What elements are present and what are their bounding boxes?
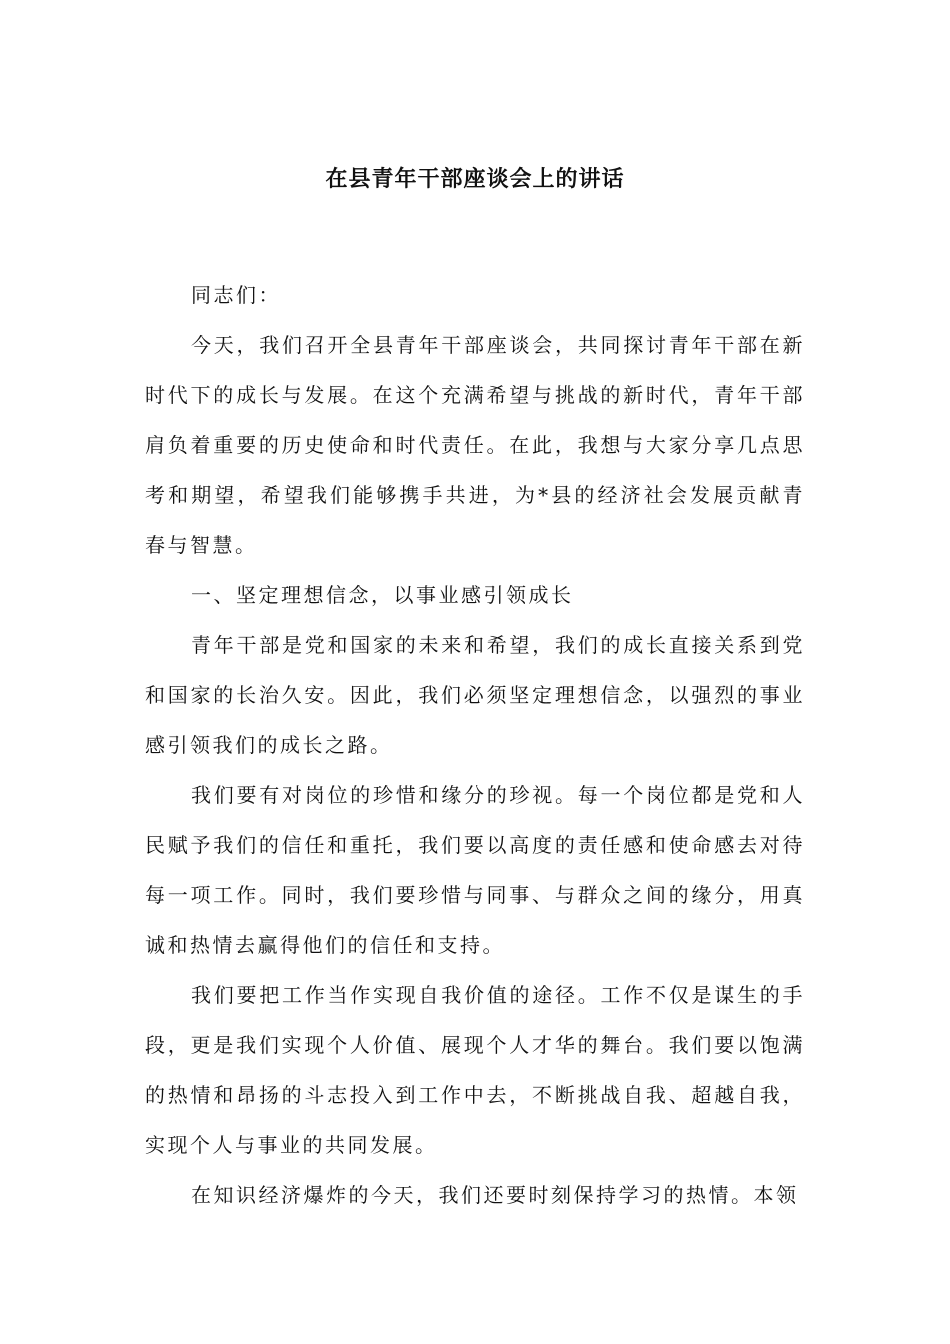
body-paragraph: 青年干部是党和国家的未来和希望，我们的成长直接关系到党和国家的长治久安。因此，我们必须坚定理想信念，以强烈的事业感引领我们的成长之路。 xyxy=(145,633,805,757)
document-title: 在县青年干部座谈会上的讲话 xyxy=(325,167,625,192)
section-heading-1: 一、坚定理想信念，以事业感引领成长 xyxy=(191,583,574,607)
body-paragraph: 我们要把工作当作实现自我价值的途径。工作不仅是谋生的手段，更是我们实现个人价值、展现个人才华的舞台。我们要以饱满的热情和昂扬的斗志投入到工作中去，不断挑战自我、超越自我，实现个人与事业的共同发展。 xyxy=(145,983,805,1157)
body-paragraph: 在知识经济爆炸的今天，我们还要时刻保持学习的热情。本领 xyxy=(191,1183,799,1207)
document-body xyxy=(145,270,805,1220)
body-paragraph: 我们要有对岗位的珍惜和缘分的珍视。每一个岗位都是党和人民赋予我们的信任和重托，我们要以高度的责任感和使命感去对待每一项工作。同时，我们要珍惜与同事、与群众之间的缘分，用真诚和热情去赢得他们的信任和支持。 xyxy=(145,783,805,957)
salutation-paragraph: 同志们： xyxy=(191,283,281,307)
intro-paragraph: 今天，我们召开全县青年干部座谈会，共同探讨青年干部在新时代下的成长与发展。在这个充满希望与挑战的新时代，青年干部肩负着重要的历史使命和时代责任。在此，我想与大家分享几点思考和期望，希望我们能够携手共进，为*县的经济社会发展贡献青春与智慧。 xyxy=(145,333,805,557)
